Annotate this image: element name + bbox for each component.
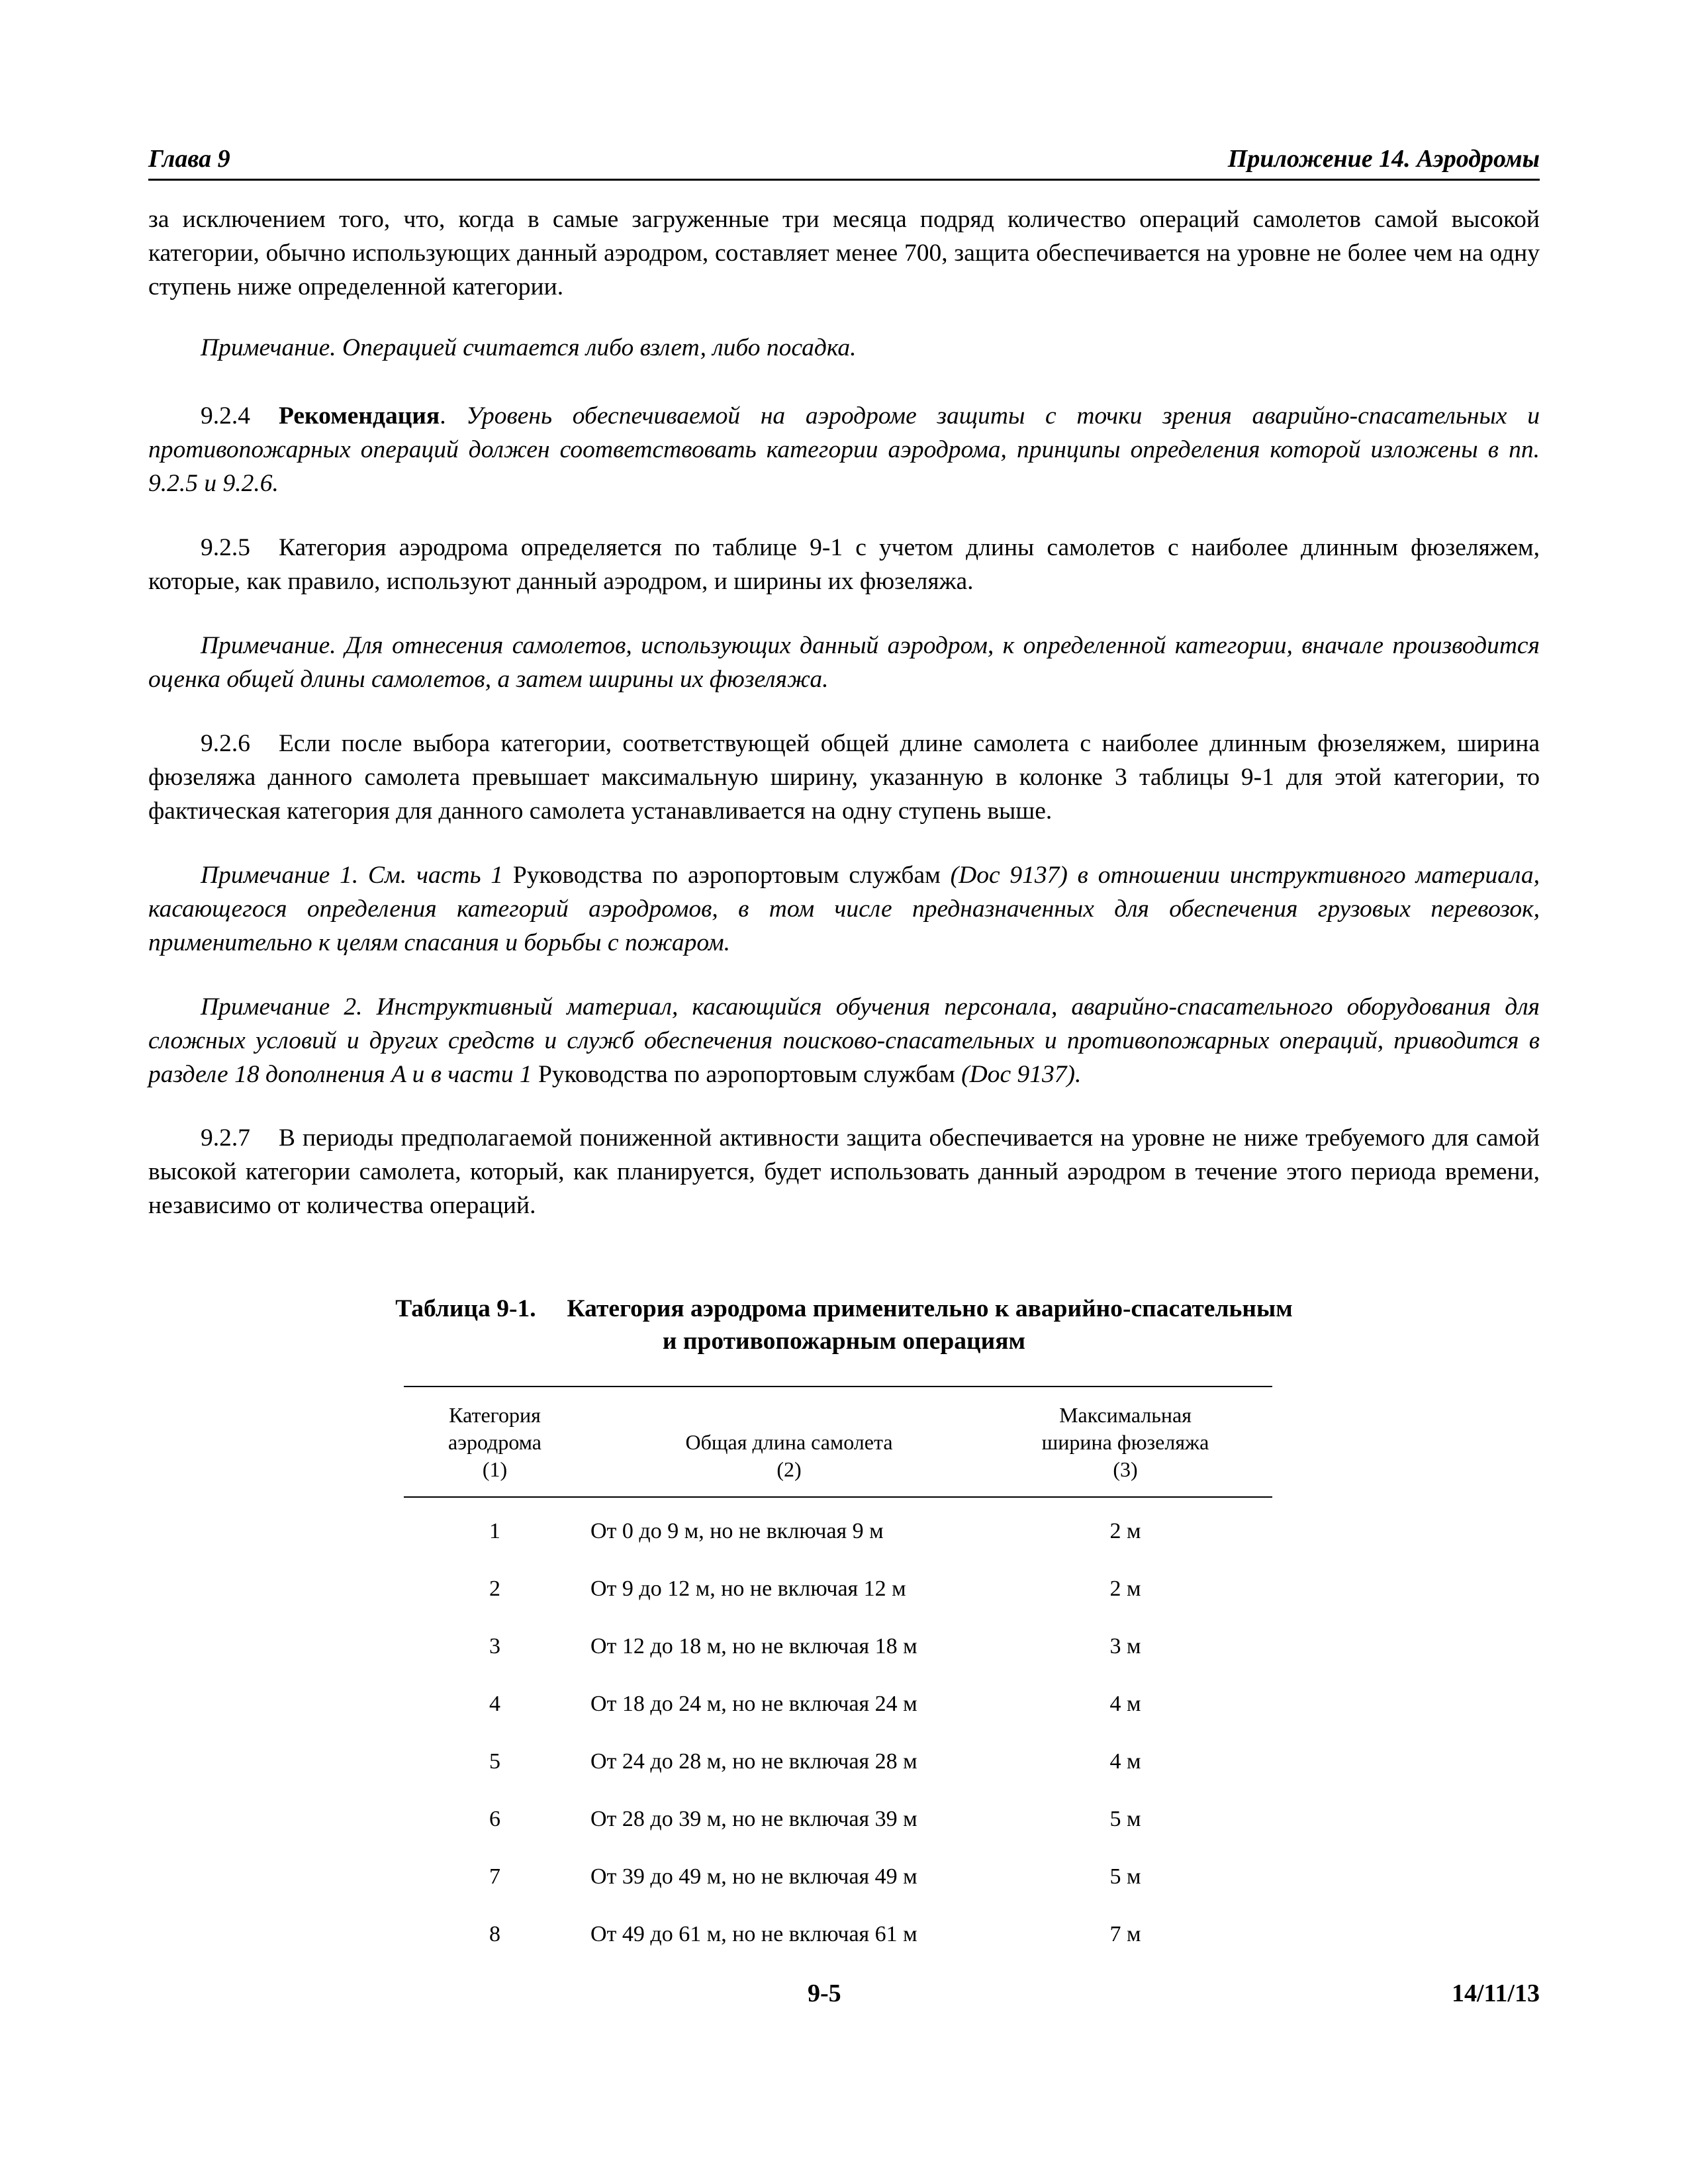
recommendation-dot: . [440, 402, 446, 430]
paragraph-9-2-5 [148, 531, 1540, 598]
paragraph-number: 9.2.6 [201, 730, 250, 757]
table-cell-width: 7 м [1109, 1922, 1141, 1946]
column-header-category [404, 1402, 586, 1483]
table-cell-category: 8 [489, 1922, 500, 1946]
table-cell-width: 4 м [1109, 1749, 1141, 1774]
table-cell-width: 5 м [1109, 1864, 1141, 1889]
paragraph-continuation: за исключением того, что, когда в самые загруженные три месяца подряд количество операций самолетов самой высокой категории, обычно использующих данный аэродром, составляет менее 700, защита обеспечивается на уровне не более чем на одну ступень ниже определенной категории. [148, 206, 1540, 300]
paragraph-9-2-7 [148, 1121, 1540, 1222]
manual-title: Руководства по аэропортовым службам [512, 862, 941, 889]
paragraph-text: Если после выбора категории, соответствующей общей длине самолета с наиболее длинным фюзеляжем, ширина фюзеляжа данного самолета превышает максимальную ширину, указанную в колонке 3 таблицы 9-1 для этой категории, то фактическая категория для данного самолета устанавливается на одну ступень выше. [148, 730, 1540, 825]
paragraph-9-2-6 [148, 727, 1540, 828]
manual-title: Руководства по аэропортовым службам [538, 1061, 955, 1088]
header-line: Категория [449, 1403, 541, 1427]
table-cell-category: 1 [489, 1519, 500, 1543]
table-caption-line: Таблица 9-1. Категория аэродрома применительно к аварийно-спасательным [395, 1295, 1293, 1322]
running-header [148, 130, 1540, 181]
header-line: аэродрома [448, 1430, 541, 1454]
paragraph-text: Категория аэродрома определяется по таблице 9-1 с учетом длины самолетов с наиболее длинным фюзеляжем, которые, как правило, используют данный аэродром, и ширины их фюзеляжа. [148, 534, 1540, 595]
table-cell-length: От 49 до 61 м, но не включая 61 м [590, 1922, 917, 1946]
header-line: (3) [1113, 1457, 1138, 1481]
table-cell-length: От 9 до 12 м, но не включая 12 м [590, 1576, 906, 1601]
table-cell-category: 7 [489, 1864, 500, 1889]
table-cell-category: 4 [489, 1692, 500, 1716]
table-cell-category: 6 [489, 1807, 500, 1831]
paragraph-number: 9.2.4 [201, 402, 250, 430]
table-header-rule [404, 1496, 1272, 1498]
table-cell-category: 5 [489, 1749, 500, 1774]
annex-title: Приложение 14. Аэродромы [1227, 145, 1540, 173]
paragraph-9-2-4 [148, 399, 1540, 500]
table-cell-length: От 0 до 9 м, но не включая 9 м [590, 1519, 884, 1543]
header-line: (2) [776, 1457, 802, 1481]
paragraph-number: 9.2.7 [201, 1124, 250, 1152]
chapter-title: Глава 9 [148, 145, 230, 173]
table-cell-category: 2 [489, 1576, 500, 1601]
note-text: (Doc 9137). [955, 1061, 1082, 1088]
table-cell-width: 2 м [1109, 1519, 1141, 1543]
recommendation-label: Рекомендация [279, 402, 440, 430]
header-line: ширина фюзеляжа [1041, 1430, 1209, 1454]
table-cell-length: От 39 до 49 м, но не включая 49 м [590, 1864, 917, 1889]
table-top-rule [404, 1386, 1272, 1387]
paragraph-text: В периоды предполагаемой пониженной активности защита обеспечивается на уровне не ниже требуемого для самой высокой категории самолета, который, как планируется, будет использовать данный аэродром в течение этого периода времени, независимо от количества операций. [148, 1124, 1540, 1219]
table-caption-line: и противопожарным операциям [662, 1328, 1026, 1355]
note-category-assignment: Примечание. Для отнесения самолетов, использующих данный аэродром, к определенной категории, вначале производится оценка общей длины самолетов, а затем ширины их фюзеляжа. [148, 632, 1540, 693]
table-cell-width: 3 м [1109, 1634, 1141, 1659]
table-cell-width: 4 м [1109, 1692, 1141, 1716]
table-caption [148, 1293, 1540, 1357]
table-cell-length: От 18 до 24 м, но не включая 24 м [590, 1692, 917, 1716]
table-cell-category: 3 [489, 1634, 500, 1659]
note-text: (Doc 9137) в отношении инструктивного материала, касающегося определения категорий аэродромов, в том числе предназначенных для обеспечения грузовых перевозок, применительно к целям спасания и борьбы с пожаром. [148, 862, 1540, 956]
table-cell-width: 5 м [1109, 1807, 1141, 1831]
note-2 [148, 990, 1540, 1091]
column-header-length [590, 1429, 988, 1483]
table-cell-length: От 28 до 39 м, но не включая 39 м [590, 1807, 917, 1831]
table-cell-length: От 24 до 28 м, но не включая 28 м [590, 1749, 917, 1774]
column-header-width [993, 1402, 1258, 1483]
note-1 [148, 858, 1540, 960]
header-line: (1) [482, 1457, 508, 1481]
note-text: Примечание 2. Инструктивный материал, касающийся обучения персонала, аварийно-спасательного оборудования для сложных условий и других средств и служб обеспечения поисково-спасательных и противопожарных операций, приводится в разделе 18 дополнения A и в части 1 [148, 993, 1540, 1088]
page-number: 9-5 [808, 1979, 841, 2007]
note-text: Примечание 1. См. часть 1 [201, 862, 513, 889]
recommendation-text: Уровень обеспечиваемой на аэродроме защиты с точки зрения аварийно-спасательных и противопожарных операций должен соответствовать категории аэродрома, принципы определения которой изложены в пп. 9.2.5 и 9.2.6. [148, 402, 1540, 497]
paragraph-number: 9.2.5 [201, 534, 250, 561]
page-date: 14/11/13 [1451, 1979, 1540, 2007]
note-operation: Примечание. Операцией считается либо взлет, либо посадка. [201, 334, 857, 361]
table-cell-length: От 12 до 18 м, но не включая 18 м [590, 1634, 917, 1659]
header-line: Общая длина самолета [685, 1430, 893, 1454]
header-line: Максимальная [1059, 1403, 1192, 1427]
table-cell-width: 2 м [1109, 1576, 1141, 1601]
